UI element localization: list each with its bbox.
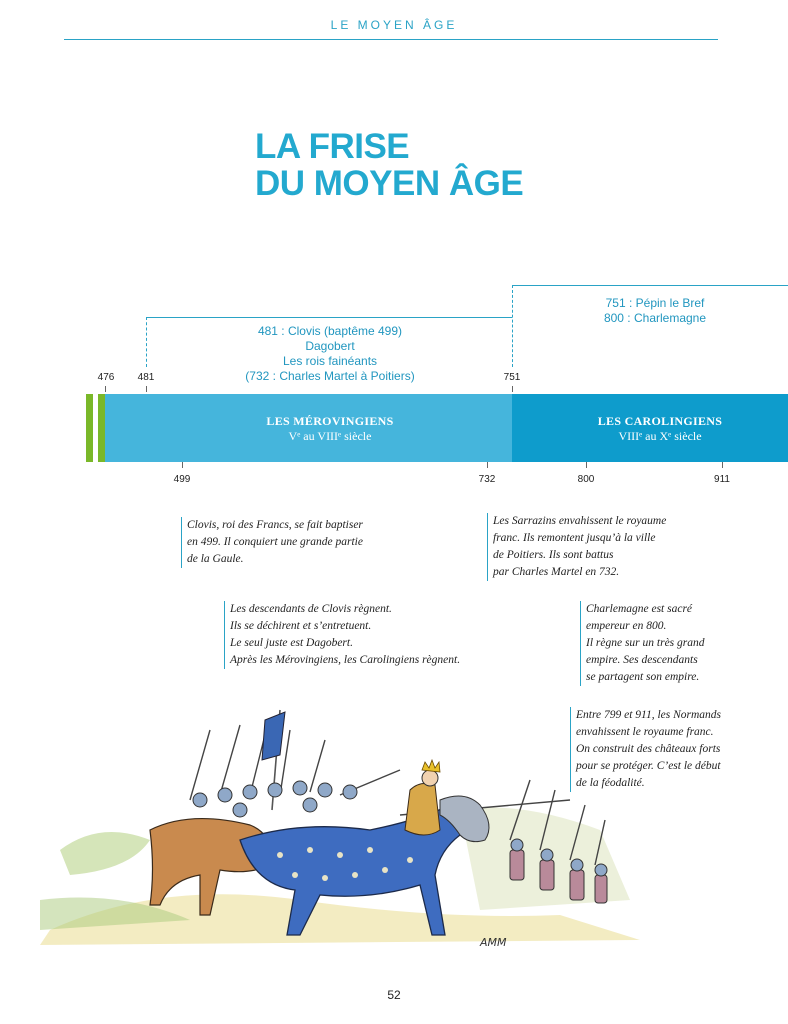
tick-911 bbox=[722, 462, 723, 468]
year-499: 499 bbox=[173, 474, 191, 485]
note-line: Il règne sur un très grand bbox=[586, 637, 705, 649]
header-rule bbox=[64, 39, 718, 40]
note-line: pour se protéger. C’est le début bbox=[576, 760, 721, 772]
note-line: de la Gaule. bbox=[187, 553, 244, 565]
event-dagobert: Dagobert bbox=[305, 339, 355, 353]
green-stripe-2 bbox=[98, 394, 105, 462]
event-charles-martel: (732 : Charles Martel à Poitiers) bbox=[245, 369, 415, 383]
note-line: Les Sarrazins envahissent le royaume bbox=[493, 515, 667, 527]
tick-499 bbox=[182, 462, 183, 468]
carolingian-events bbox=[560, 296, 750, 326]
year-800: 800 bbox=[577, 474, 595, 485]
illustrator-signature: AMM bbox=[480, 936, 507, 949]
running-header: LE MOYEN ÂGE bbox=[330, 18, 458, 32]
year-911: 911 bbox=[714, 474, 730, 485]
tick-476 bbox=[105, 386, 106, 392]
title-line-2: DU MOYEN ÂGE bbox=[255, 164, 524, 203]
carolingian-band-label bbox=[560, 414, 760, 444]
note-charlemagne bbox=[580, 601, 705, 686]
merovingian-events bbox=[200, 324, 460, 384]
title-line-1: LA FRISE bbox=[255, 127, 410, 166]
note-descendants bbox=[224, 601, 460, 669]
tick-481 bbox=[146, 386, 147, 392]
page-number: 52 bbox=[387, 988, 401, 1002]
year-751: 751 bbox=[503, 372, 521, 383]
year-481: 481 bbox=[137, 372, 155, 383]
note-line: Charlemagne est sacré bbox=[586, 603, 693, 615]
merovingian-period: Vᵉ au VIIIᵉ siècle bbox=[288, 429, 372, 443]
note-clovis bbox=[181, 517, 363, 568]
note-sarrazins bbox=[487, 513, 666, 581]
event-charlemagne: 800 : Charlemagne bbox=[603, 311, 707, 325]
cavalry-illustration bbox=[40, 700, 640, 950]
note-line: par Charles Martel en 732. bbox=[493, 566, 620, 578]
note-line: de la féodalité. bbox=[576, 777, 645, 789]
note-line: franc. Ils remontent jusqu’à la ville bbox=[493, 532, 656, 544]
tick-751 bbox=[512, 386, 513, 392]
note-line: se partagent son empire. bbox=[586, 671, 700, 683]
note-line: Ils se déchirent et s’entretuent. bbox=[230, 620, 372, 632]
merovingian-band-label bbox=[230, 414, 430, 444]
note-line: Entre 799 et 911, les Normands bbox=[576, 709, 722, 721]
event-pepin: 751 : Pépin le Bref bbox=[605, 296, 705, 310]
event-rois-faineants: Les rois fainéants bbox=[282, 354, 378, 368]
year-476: 476 bbox=[97, 372, 115, 383]
year-732: 732 bbox=[478, 474, 496, 485]
note-line: empereur en 800. bbox=[586, 620, 667, 632]
note-line: de Poitiers. Ils sont battus bbox=[493, 549, 614, 561]
note-line: Après les Mérovingiens, les Carolingiens règnent. bbox=[230, 654, 461, 666]
carolingian-period: VIIIᵉ au Xᵉ siècle bbox=[618, 429, 702, 443]
note-line: en 499. Il conquiert une grande partie bbox=[187, 536, 363, 548]
tick-732 bbox=[487, 462, 488, 468]
note-line: On construit des châteaux forts bbox=[576, 743, 721, 755]
note-line: empire. Ses descendants bbox=[586, 654, 698, 666]
note-line: Clovis, roi des Francs, se fait baptiser bbox=[187, 519, 363, 531]
note-line: envahissent le royaume franc. bbox=[576, 726, 714, 738]
green-stripe-1 bbox=[86, 394, 93, 462]
event-clovis: 481 : Clovis (baptême 499) bbox=[257, 324, 403, 338]
carolingian-name: LES CAROLINGIENS bbox=[597, 414, 723, 428]
page-title bbox=[255, 128, 523, 202]
tick-800 bbox=[586, 462, 587, 468]
merovingian-name: LES MÉROVINGIENS bbox=[266, 414, 394, 428]
note-line: Les descendants de Clovis règnent. bbox=[230, 603, 392, 615]
note-line: Le seul juste est Dagobert. bbox=[230, 637, 353, 649]
